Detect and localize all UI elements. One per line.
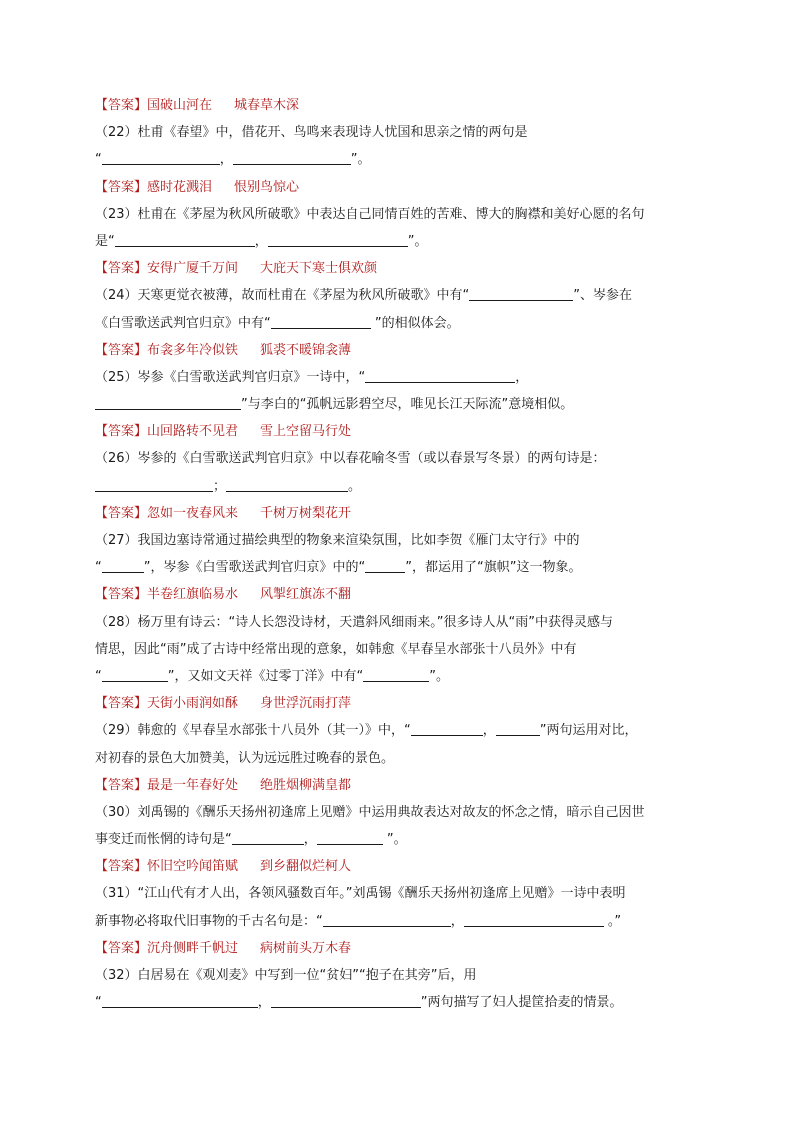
question-line: 是“ ， ”。 xyxy=(95,233,428,249)
answer-part-a: 天街小雨润如酥 xyxy=(147,696,239,712)
fill-blank[interactable] xyxy=(226,477,348,492)
fill-blank[interactable] xyxy=(365,558,405,573)
answer-part-a: 感时花溅泪 xyxy=(147,179,213,195)
fill-blank[interactable] xyxy=(365,368,515,383)
fill-blank[interactable] xyxy=(363,667,429,682)
answer-part-b: 身世浮沉雨打萍 xyxy=(260,696,352,712)
answer-line xyxy=(95,174,700,201)
answer-tag: 【答案】 xyxy=(95,696,148,712)
answer-tag: 【答案】 xyxy=(95,424,148,440)
question-line: “ ， ”两句描写了妇人提筐拾麦的情景。 xyxy=(95,995,623,1011)
fill-blank[interactable] xyxy=(102,150,220,165)
fill-blank[interactable] xyxy=(411,721,483,736)
question-line: （24）天寒更觉衣被薄，故而杜甫在《茅屋为秋风所破歌》中有“ ”、岑参在 xyxy=(95,288,633,304)
fill-blank[interactable] xyxy=(268,232,408,247)
question-line: （30）刘禹锡的《酬乐天扬州初逢席上见赠》中运用典故表达对故友的怀念之情，暗示自己因世 xyxy=(95,804,645,820)
question-line: （25）岑参《白雪歌送武判官归京》一诗中，“ ， xyxy=(95,369,529,385)
answer-part-a: 半卷红旗临易水 xyxy=(147,587,239,603)
fill-blank[interactable] xyxy=(95,477,213,492)
answer-part-b: 恨别鸟惊心 xyxy=(234,179,300,195)
answer-line xyxy=(95,92,700,119)
question-line: 对初春的景色大加赞美，认为远远胜过晚春的景色。 xyxy=(95,750,395,766)
question-line: （29）韩愈的《早春呈水部张十八员外（其一）》中，“ ， ”两句运用对比， xyxy=(95,723,638,739)
fill-blank[interactable] xyxy=(271,993,421,1008)
question-line: 《白雪歌送武判官归京》中有“ ”的相似体会。 xyxy=(95,315,460,331)
fill-blank[interactable] xyxy=(102,667,168,682)
answer-tag: 【答案】 xyxy=(95,940,148,956)
question-line: “ ， ”。 xyxy=(95,152,371,168)
answer-part-a: 国破山河在 xyxy=(147,98,213,113)
answer-part-b: 病树前头万木春 xyxy=(260,940,352,956)
answer-tag: 【答案】 xyxy=(95,261,148,277)
answer-tag: 【答案】 xyxy=(95,505,148,521)
fill-blank[interactable] xyxy=(271,314,371,329)
fill-blank[interactable] xyxy=(469,286,573,301)
answer-tag: 【答案】 xyxy=(95,859,148,875)
answer-tag: 【答案】 xyxy=(95,98,148,113)
fill-blank[interactable] xyxy=(464,912,604,927)
answer-part-a: 安得广厦千万间 xyxy=(147,261,239,277)
question-line: （23）杜甫在《茅屋为秋风所破歌》中表达自己同情百姓的苦难、博大的胸襟和美好心愿的名句 xyxy=(95,206,645,222)
fill-blank[interactable] xyxy=(95,395,241,410)
answer-line xyxy=(95,853,700,880)
answer-part-a: 沉舟侧畔千帆过 xyxy=(147,940,239,956)
fill-blank[interactable] xyxy=(323,912,451,927)
fill-blank[interactable] xyxy=(233,150,351,165)
fill-blank[interactable] xyxy=(115,232,255,247)
answer-part-a: 布衾多年冷似铁 xyxy=(147,342,239,358)
answer-part-a: 最是一年春好处 xyxy=(147,777,239,793)
fill-blank[interactable] xyxy=(102,558,144,573)
question-line: （28）杨万里有诗云：“诗人长怨没诗材，天遣斜风细雨来。”很多诗人从“雨”中获得灵感与 xyxy=(95,614,613,630)
answer-line xyxy=(95,337,700,364)
answer-tag: 【答案】 xyxy=(95,777,148,793)
question-line: “ ”，岑参《白雪歌送武判官归京》中的“ ”，都运用了“旗帜”这一物象。 xyxy=(95,560,582,576)
answer-line xyxy=(95,418,700,445)
fill-blank[interactable] xyxy=(317,830,383,845)
question-line: （31）“江山代有才人出，各领风骚数百年。”刘禹锡《酬乐天扬州初逢席上见赠》一诗中表明 xyxy=(95,886,626,902)
answer-part-b: 绝胜烟柳满皇都 xyxy=(260,777,352,793)
document-content xyxy=(95,92,700,1016)
question-line: 情思，因此“雨”成了古诗中经常出现的意象，如韩愈《早春呈水部张十八员外》中有 xyxy=(95,641,577,657)
answer-tag: 【答案】 xyxy=(95,179,148,195)
fill-blank[interactable] xyxy=(496,721,540,736)
answer-line xyxy=(95,935,700,962)
answer-tag: 【答案】 xyxy=(95,342,148,358)
question-line: （32）白居易在《观刈麦》中写到一位“贫妇”“抱子在其旁”后，用 xyxy=(95,968,477,983)
answer-line xyxy=(95,690,700,717)
answer-line xyxy=(95,772,700,799)
fill-blank[interactable] xyxy=(232,830,304,845)
question-line: （26）岑参的《白雪歌送武判官归京》中以春花喻冬雪（或以春景写冬景）的两句诗是： xyxy=(95,451,606,467)
answer-part-a: 忽如一夜春风来 xyxy=(147,505,239,521)
answer-part-b: 到乡翻似烂柯人 xyxy=(260,859,352,875)
answer-tag: 【答案】 xyxy=(95,587,148,603)
answer-part-b: 大庇天下寒士俱欢颜 xyxy=(260,261,378,277)
answer-part-a: 山回路转不见君 xyxy=(147,424,239,440)
answer-part-b: 狐裘不暖锦衾薄 xyxy=(260,342,352,358)
question-line: “ ”，又如文天祥《过零丁洋》中有“ ”。 xyxy=(95,668,449,684)
answer-line xyxy=(95,255,700,282)
question-line: ”与李白的“孤帆远影碧空尽，唯见长江天际流”意境相似。 xyxy=(95,391,700,418)
question-line: ； 。 xyxy=(95,473,700,500)
question-line: 事变迁而怅惘的诗句是“ ， ”。 xyxy=(95,832,407,848)
answer-part-a: 怀旧空吟闻笛赋 xyxy=(147,859,239,875)
answer-line xyxy=(95,500,700,527)
answer-line xyxy=(95,581,700,608)
question-line: 新事物必将取代旧事物的千古名句是：“ ， 。” xyxy=(95,913,622,929)
question-line: （27）我国边塞诗常通过描绘典型的物象来渲染氛围，比如李贺《雁门太守行》中的 xyxy=(95,533,580,548)
answer-part-b: 城春草木深 xyxy=(234,98,300,113)
answer-part-b: 雪上空留马行处 xyxy=(260,424,352,440)
answer-part-b: 风掣红旗冻不翻 xyxy=(260,587,352,603)
question-line: （22）杜甫《春望》中，借花开、鸟鸣来表现诗人忧国和思亲之情的两句是 xyxy=(95,125,528,141)
fill-blank[interactable] xyxy=(102,993,258,1008)
answer-part-b: 千树万树梨花开 xyxy=(260,505,352,521)
